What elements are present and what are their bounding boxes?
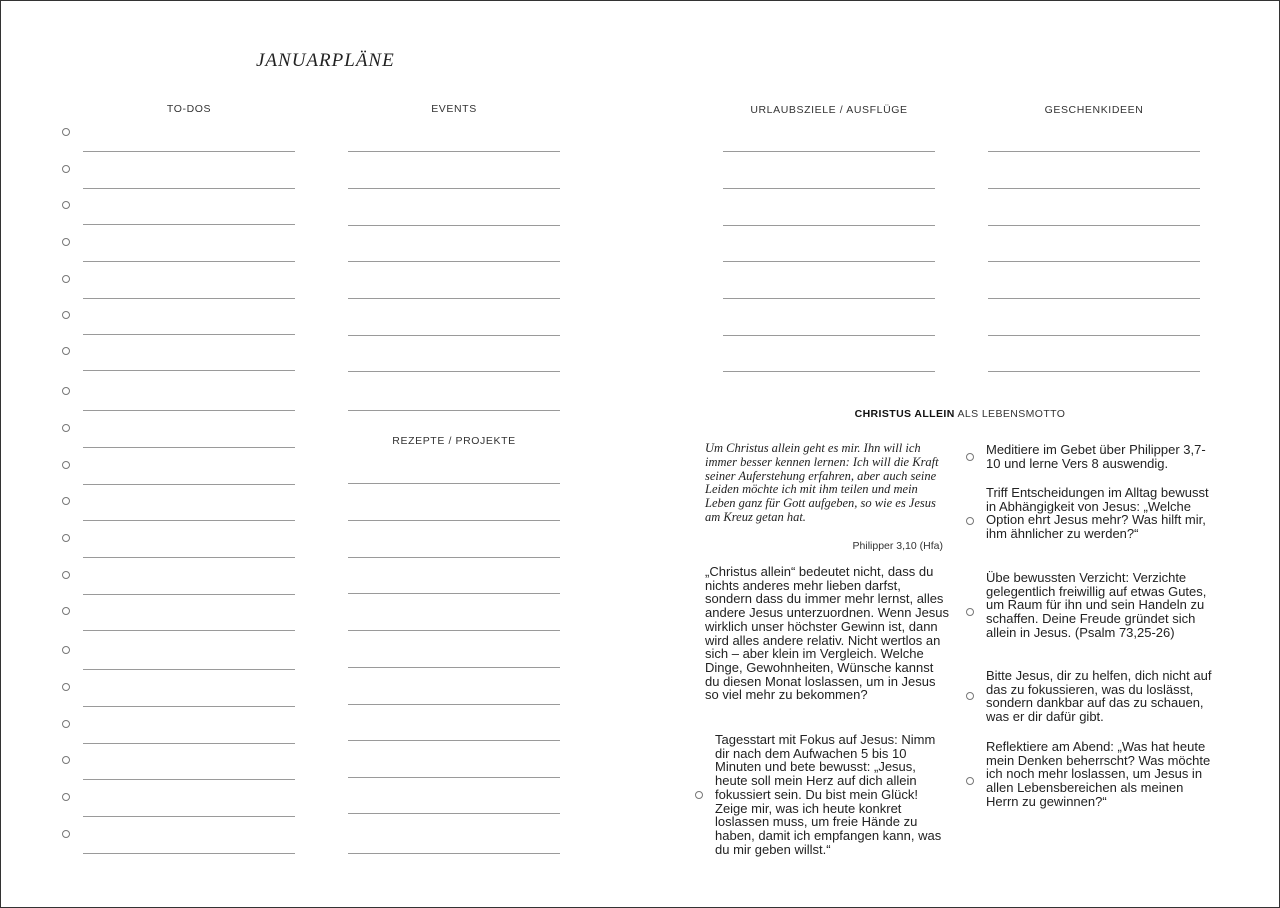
rezept-line[interactable] [348,740,560,741]
todo-line[interactable] [83,484,295,485]
todo-line[interactable] [83,743,295,744]
urlaub-line[interactable] [723,298,935,299]
todo-line[interactable] [83,779,295,780]
todo-line[interactable] [83,557,295,558]
todo-line[interactable] [83,816,295,817]
event-line[interactable] [348,335,560,336]
todo-line[interactable] [83,261,295,262]
geschenke-heading: GESCHENKIDEEN [1044,104,1144,116]
tip-checkbox-icon[interactable] [695,791,703,799]
todo-line[interactable] [83,853,295,854]
todo-line[interactable] [83,630,295,631]
rezept-line[interactable] [348,667,560,668]
tip-checkbox-icon[interactable] [966,692,974,700]
todo-checkbox-icon[interactable] [62,311,70,319]
todo-checkbox-icon[interactable] [62,424,70,432]
tip-checkbox-icon[interactable] [966,608,974,616]
verse-reference: Philipper 3,10 (Hfa) [852,540,943,552]
tip-item: Übe bewussten Verzicht: Verzichte gelegentlich freiwillig auf etwas Gutes, um Raum für ihn und sein Handeln zu schaffen. Deine Freude gründet sich allein in Jesus. (Psalm 73,25-26) [986,570,1207,640]
todo-checkbox-icon[interactable] [62,461,70,469]
todo-line[interactable] [83,669,295,670]
todo-checkbox-icon[interactable] [62,646,70,654]
rezept-line[interactable] [348,593,560,594]
rezept-line[interactable] [348,483,560,484]
todo-checkbox-icon[interactable] [62,683,70,691]
geschenk-line[interactable] [988,151,1200,152]
urlaub-line[interactable] [723,261,935,262]
todo-line[interactable] [83,410,295,411]
rezepte-heading: REZEPTE / PROJEKTE [392,435,516,447]
motto-heading [700,408,1220,420]
page-title: JANUARPLÄNE [256,50,395,71]
event-line[interactable] [348,151,560,152]
tip-item: Triff Entscheidungen im Alltag bewusst in Abhängigkeit von Jesus: „Welche Option ehrt Jesus mehr? Was hilft mir, ihm ähnlicher zu werden?“ [986,485,1209,542]
tip-checkbox-icon[interactable] [966,453,974,461]
geschenk-line[interactable] [988,261,1200,262]
todo-line[interactable] [83,520,295,521]
urlaub-line[interactable] [723,188,935,189]
todo-checkbox-icon[interactable] [62,571,70,579]
todo-checkbox-icon[interactable] [62,238,70,246]
tip-checkbox-icon[interactable] [966,517,974,525]
urlaub-line[interactable] [723,371,935,372]
todo-checkbox-icon[interactable] [62,201,70,209]
rezept-line[interactable] [348,630,560,631]
tip-item: Tagesstart mit Fokus auf Jesus: Nimm dir nach dem Aufwachen 5 bis 10 Minuten und bete bewusst: „Jesus, heute soll mein Herz auf dich allein fokussiert sein. Du bist mein Glück! Zeige mir, was ich heute konkret loslassen muss, um freie Hände zu haben, damit ich empfangen kann, was du mir geben willst.“ [715,732,942,857]
todo-checkbox-icon[interactable] [62,830,70,838]
todo-line[interactable] [83,447,295,448]
event-line[interactable] [348,225,560,226]
todo-checkbox-icon[interactable] [62,128,70,136]
geschenk-line[interactable] [988,298,1200,299]
todo-line[interactable] [83,188,295,189]
todo-checkbox-icon[interactable] [62,347,70,355]
rezept-line[interactable] [348,557,560,558]
todo-checkbox-icon[interactable] [62,720,70,728]
tip-checkbox-icon[interactable] [966,777,974,785]
todo-line[interactable] [83,370,295,371]
event-line[interactable] [348,371,560,372]
todo-checkbox-icon[interactable] [62,793,70,801]
motto-paragraph: „Christus allein“ bedeutet nicht, dass du nichts anderes mehr lieben darfst, sondern dass du immer mehr lernst, alles andere Jesus unterzuordnen. Wenn Jesus wirklich unser höchster Gewinn ist, dann wird alles andere relativ. Nicht wertlos an sich – aber klein im Vergleich. Welche Dinge, Gewohnheiten, Wünsche kannst du diesen Monat loslassen, um in Jesus so viel mehr zu bekommen? [705,564,950,703]
tip-item: Meditiere im Gebet über Philipper 3,7-10 und lerne Vers 8 auswendig. [986,442,1206,471]
todo-checkbox-icon[interactable] [62,756,70,764]
todo-checkbox-icon[interactable] [62,275,70,283]
urlaub-heading: URLAUBSZIELE / AUSFLÜGE [750,104,908,116]
urlaub-line[interactable] [723,225,935,226]
motto-heading-bold: CHRISTUS ALLEIN [854,408,955,420]
rezept-line[interactable] [348,813,560,814]
rezept-line[interactable] [348,704,560,705]
geschenk-line[interactable] [988,225,1200,226]
event-line[interactable] [348,261,560,262]
todo-checkbox-icon[interactable] [62,387,70,395]
urlaub-line[interactable] [723,335,935,336]
todo-line[interactable] [83,706,295,707]
motto-heading-rest: ALS LEBENSMOTTO [954,408,1066,420]
todo-line[interactable] [83,334,295,335]
rezept-line[interactable] [348,777,560,778]
geschenk-line[interactable] [988,188,1200,189]
todo-checkbox-icon[interactable] [62,534,70,542]
rezept-line[interactable] [348,853,560,854]
todos-heading: TO-DOS [166,103,212,115]
todo-checkbox-icon[interactable] [62,607,70,615]
todo-line[interactable] [83,594,295,595]
tip-item: Bitte Jesus, dir zu helfen, dich nicht auf das zu fokussieren, was du loslässt, sondern dankbar auf das zu schauen, was er dir dafür gibt. [986,668,1212,725]
bible-verse: Um Christus allein geht es mir. Ihn will ich immer besser kennen lernen: Ich will die Kraft seiner Auferstehung erfahren, aber auch seine Leiden möchte ich mit ihm teilen und mein Leben ganz für Gott aufgeben, so wie es Jesus am Kreuz getan hat. [705,441,939,524]
event-line[interactable] [348,298,560,299]
geschenk-line[interactable] [988,335,1200,336]
todo-checkbox-icon[interactable] [62,497,70,505]
rezept-line[interactable] [348,520,560,521]
todo-checkbox-icon[interactable] [62,165,70,173]
tip-item: Reflektiere am Abend: „Was hat heute mein Denken beherrscht? Was möchte ich noch mehr loslassen, um Jesus in allen Lebensbereichen als meinen Herrn zu gewinnen?“ [986,739,1211,809]
todo-line[interactable] [83,298,295,299]
event-line[interactable] [348,410,560,411]
geschenk-line[interactable] [988,371,1200,372]
event-line[interactable] [348,188,560,189]
events-heading: EVENTS [431,103,477,115]
todo-line[interactable] [83,224,295,225]
todo-line[interactable] [83,151,295,152]
urlaub-line[interactable] [723,151,935,152]
